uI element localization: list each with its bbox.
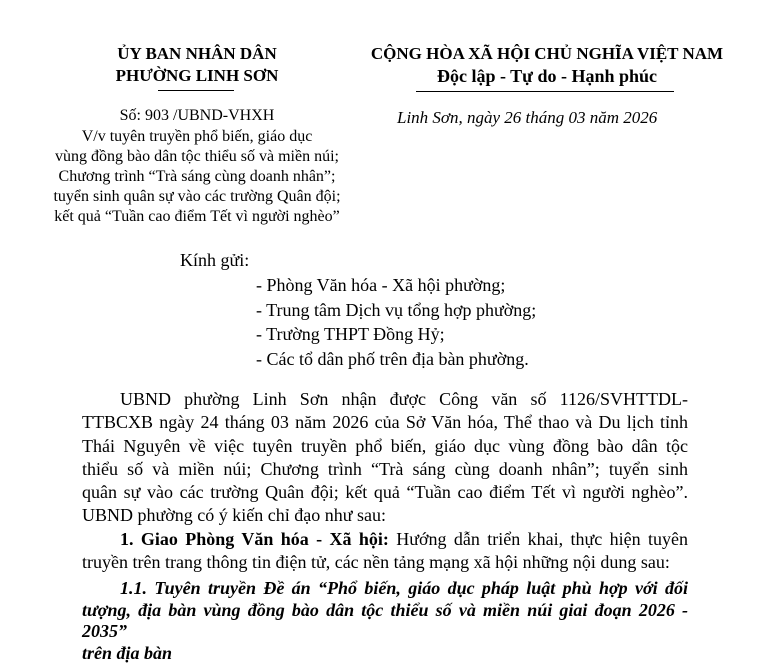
org-name-line1: ỦY BAN NHÂN DÂN: [82, 44, 312, 64]
recipients-label: Kính gửi:: [180, 250, 249, 271]
section1-line1: [120, 529, 688, 550]
subject-line: V/v tuyên truyền phổ biến, giáo dục: [40, 127, 354, 147]
subject-line: tuyển sinh quân sự vào các trường Quân đội;: [40, 187, 354, 207]
org-name-line2: PHƯỜNG LINH SƠN: [82, 66, 312, 86]
section1-line2: truyền trên trang thông tin điện tử, các nền tảng mạng xã hội những nội dung sau:: [82, 552, 670, 573]
body-line: Thái Nguyên về việc tuyên truyền phổ biến, giáo dục vùng đồng bào dân tộc: [82, 435, 688, 458]
section11: [82, 578, 688, 664]
org-underline: [158, 90, 234, 91]
section1-heading: 1. Giao Phòng Văn hóa - Xã hội:: [120, 529, 389, 549]
body-line: quân sự vào các trường Quân đội; kết quả “Tuần cao điểm Tết vì người nghèo”.: [82, 481, 688, 504]
subject-line: vùng đồng bào dân tộc thiểu số và miền núi;: [40, 147, 354, 167]
motto-underline: [416, 91, 674, 92]
nation-title: CỘNG HÒA XÃ HỘI CHỦ NGHĨA VIỆT NAM: [352, 44, 742, 64]
section1-text: Hướng dẫn triển khai, thực hiện tuyên: [389, 529, 688, 549]
recipient-item: - Các tổ dân phố trên địa bàn phường.: [256, 347, 536, 372]
body-paragraph: [82, 388, 688, 528]
section11-line: tượng, địa bàn vùng đồng bào dân tộc thiểu số và miền núi giai đoạn 2026 - 2035”: [82, 600, 688, 643]
motto: Độc lập - Tự do - Hạnh phúc: [352, 66, 742, 87]
subject-line: kết quả “Tuần cao điểm Tết vì người nghèo”: [40, 207, 354, 227]
recipient-item: - Phòng Văn hóa - Xã hội phường;: [256, 273, 536, 298]
section11-line: 1.1. Tuyên truyền Đề án “Phổ biến, giáo dục pháp luật phù hợp với đối: [82, 578, 688, 600]
recipients-list: [256, 273, 536, 371]
body-line: TTBCXB ngày 24 tháng 03 năm 2026 của Sở Văn hóa, Thể thao và Du lịch tỉnh: [82, 411, 688, 434]
section11-line: trên địa bàn: [82, 643, 688, 664]
place-date: Linh Sơn, ngày 26 tháng 03 năm 2026: [397, 108, 657, 128]
body-line: UBND phường Linh Sơn nhận được Công văn số 1126/SVHTTDL-: [82, 388, 688, 411]
subject-line: Chương trình “Trà sáng cùng doanh nhân”;: [40, 167, 354, 187]
body-line: thiểu số và miền núi; Chương trình “Trà sáng cùng doanh nhân”; tuyển sinh: [82, 458, 688, 481]
recipient-item: - Trung tâm Dịch vụ tổng hợp phường;: [256, 298, 536, 323]
body-line: UBND phường có ý kiến chỉ đạo như sau:: [82, 504, 688, 527]
recipient-item: - Trường THPT Đồng Hỷ;: [256, 322, 536, 347]
doc-number: Số: 903 /UBND-VHXH: [82, 107, 312, 125]
doc-subject: [40, 127, 354, 227]
